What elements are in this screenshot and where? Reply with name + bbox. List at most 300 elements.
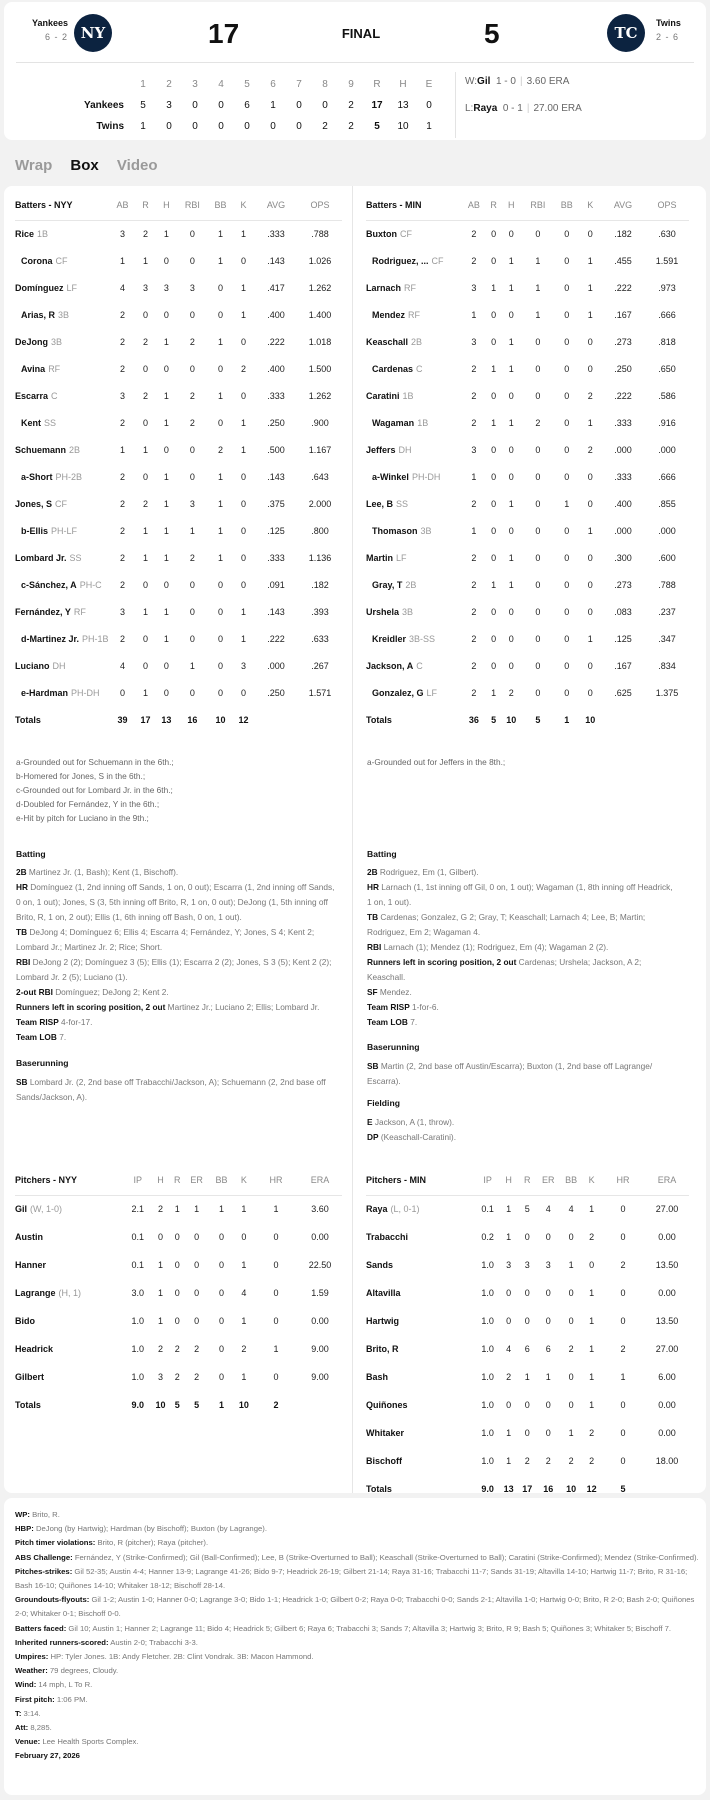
batter-row [366,571,689,598]
stat-note-label: TB [367,912,379,922]
stat-cell: 2 [142,336,148,347]
stat-cell: 0 [535,444,541,455]
column-header[interactable]: K [233,191,254,220]
player-name[interactable]: b-Ellis [21,525,49,536]
stat-cell: 0 [163,444,169,455]
player-name[interactable]: Lee, B [366,498,394,509]
stat-cell: 1 [587,309,593,320]
stat-cell: 0 [535,228,541,239]
player-name[interactable]: a-Winkel [372,471,409,482]
stat-cell: .834 [658,660,676,671]
linescore-cell: 13 [397,100,409,111]
stat-cell: 6 [524,1344,530,1354]
linescore-cell: 0 [192,100,198,111]
stat-cell: 1 [163,228,169,239]
player-name[interactable]: Whitaker [366,1428,405,1438]
column-header[interactable]: ERA [645,1166,689,1195]
stat-cell: 0 [218,1288,224,1298]
stat-cell: 0 [218,606,224,617]
stat-cell: 1 [163,606,169,617]
batter-row [366,544,689,571]
stat-cell: 2 [120,633,126,644]
player-name[interactable]: c-Sánchez, A [21,579,77,590]
stat-cell: 0 [189,606,195,617]
column-header[interactable]: H [501,191,522,220]
column-header[interactable]: BB [208,191,233,220]
stat-cell: 1.0 [481,1372,494,1382]
linescore-cell: 0 [426,100,432,111]
twins-logo-icon: TC [607,14,645,52]
away-team[interactable] [28,18,68,42]
stat-cell: 2 [142,390,148,401]
batting-details-nyy [16,865,336,1045]
column-header[interactable]: K [234,1166,254,1195]
player-position: 1B [37,228,49,239]
player-name[interactable]: Keaschall [366,336,409,347]
stat-cell: 1 [273,1344,279,1354]
player-name[interactable]: Quiñones [366,1400,408,1410]
column-header[interactable]: OPS [645,191,689,220]
pitcher-row [366,1223,689,1251]
stat-cell: 0 [241,498,247,509]
player-position: PH-DH [71,687,100,698]
player-name[interactable]: Bash [366,1372,389,1382]
player-name[interactable]: Bido [15,1316,35,1326]
stat-cell: 1 [158,1260,164,1270]
linescore-header: H [399,79,407,90]
stat-cell: 0.00 [311,1316,329,1326]
stat-cell: 1 [218,336,224,347]
linescore-cell: 0 [166,121,172,132]
player-position: CF [55,255,68,266]
column-header[interactable]: AB [110,191,135,220]
stat-cell: .400 [267,363,285,374]
player-cell [366,1419,476,1447]
stat-cell: 2 [189,552,195,563]
stat-cell: 1.0 [481,1428,494,1438]
player-name[interactable]: a-Short [21,471,53,482]
game-info-label: Umpires: [15,1652,49,1662]
player-cell [366,1391,476,1419]
batter-row [15,571,342,598]
stat-cell: 1 [491,363,497,374]
stat-note [16,925,336,955]
total-cell: 39 [117,714,128,725]
player-cell [15,625,110,652]
stat-cell: 2 [471,390,477,401]
stat-cell: 0 [273,1372,279,1382]
stat-cell: 0 [189,228,195,239]
stat-cell: 2 [508,687,514,698]
total-cell: 16 [543,1484,554,1494]
tab-wrap[interactable]: Wrap [15,157,53,174]
stat-cell: 2 [158,1204,164,1215]
stat-cell: .788 [311,228,329,239]
player-cell [15,436,110,463]
column-header[interactable]: R [487,191,501,220]
player-name[interactable]: Avina [21,363,46,374]
column-header[interactable]: K [580,191,601,220]
total-cell: 10 [566,1484,577,1494]
stat-cell: 0 [241,336,247,347]
stat-note-text: Jackson, A (1, throw). [374,1117,455,1127]
box-score [4,186,706,1493]
stat-cell: 2 [471,498,477,509]
stat-cell: 2 [545,1456,551,1466]
linescore-header: 1 [140,79,146,90]
tab-box[interactable]: Box [70,157,99,174]
pitcher-row [15,1307,342,1335]
away-team-record: 6 - 2 [44,32,68,42]
player-name[interactable]: Sands [366,1260,394,1270]
player-name[interactable]: Rodriguez, ... [372,255,429,266]
player-name[interactable]: Altavilla [366,1288,401,1298]
player-cell [366,598,461,625]
player-cell [366,625,461,652]
stat-cell: .818 [658,336,676,347]
column-header[interactable]: IP [476,1166,499,1195]
batter-row [366,490,689,517]
batter-row [15,517,342,544]
stat-cell: 18.00 [655,1456,679,1466]
stat-cell: 4 [120,660,126,671]
stat-cell: 0 [506,1400,512,1410]
game-info-item [15,1522,701,1536]
player-cell [366,247,461,274]
stat-cell: 1 [491,282,497,293]
stat-cell: 1 [491,417,497,428]
batter-row [366,517,689,544]
stat-cell: 3.0 [131,1288,144,1298]
stat-cell: 1 [163,552,169,563]
stat-cell: 1.026 [308,255,332,266]
player-name[interactable]: Caratini [366,390,400,401]
stat-cell: .630 [658,228,676,239]
player-position: RF [408,309,421,320]
player-name[interactable]: Cardenas [372,363,414,374]
stat-cell: 0 [158,1232,164,1242]
column-header[interactable]: IP [125,1166,150,1195]
player-name[interactable]: Jackson, A [366,660,414,671]
player-name[interactable]: Jeffers [366,444,396,455]
player-name[interactable]: d-Martinez Jr. [21,633,80,644]
column-header[interactable]: HR [601,1166,645,1195]
divider [455,72,456,138]
stat-note-label: TB [16,927,28,937]
stat-cell: 1 [508,336,514,347]
game-info-value: Fernández, Y (Strike-Confirmed); Gil (Ball-Confirmed); Lee, B (Strike-Overturned to Ball); Keaschall (Strike-Overturned to Ball); Caratini (Strike-Confirmed); Mendez (Strike-Confirmed). [74,1552,699,1562]
game-info-value: DeJong (by Hartwig); Hardman (by Bischoff); Buxton (by Lagrange). [35,1524,267,1534]
game-info-item [15,1636,701,1650]
player-name[interactable]: Schuemann [15,444,67,455]
stat-cell: .586 [658,390,676,401]
stat-cell: 1 [241,1316,247,1326]
stat-cell: 2 [568,1456,574,1466]
stat-cell: 2 [587,444,593,455]
column-header[interactable]: ER [537,1166,560,1195]
stat-cell: .500 [267,444,285,455]
column-header[interactable]: R [135,191,156,220]
stat-cell: 2 [120,336,126,347]
stat-cell: 0.00 [658,1288,676,1298]
player-cell [15,517,110,544]
linescore-cell: 1 [270,100,276,111]
stat-cell: 1 [471,525,477,536]
player-name[interactable]: Gil [15,1204,28,1215]
stat-cell: .000 [658,444,676,455]
stat-cell: 0 [620,1316,626,1326]
stat-cell: 1 [163,525,169,536]
home-team[interactable] [656,18,681,42]
stat-note [16,865,336,880]
player-position: RF [48,363,61,374]
game-info-value: Lee Health Sports Complex. [42,1737,139,1747]
player-cell [366,1363,476,1391]
stat-cell: 0 [491,525,497,536]
stat-cell: 1 [194,1204,200,1215]
stat-cell: 0 [508,606,514,617]
stat-cell: 2 [120,552,126,563]
column-header[interactable]: R [171,1166,184,1195]
stat-cell: .633 [311,633,329,644]
player-name[interactable]: Rice [15,228,35,239]
stat-cell: 1 [587,282,593,293]
stat-cell: 0 [587,606,593,617]
player-name[interactable]: Trabacchi [366,1232,409,1242]
stat-cell: .666 [658,309,676,320]
player-name[interactable]: Arias, R [21,309,56,320]
player-cell [366,301,461,328]
player-position: SS [396,498,409,509]
player-name[interactable]: Jones, S [15,498,53,509]
player-position: DH [398,444,412,455]
stat-cell: 0 [535,687,541,698]
stat-note-text: DeJong 4; Domínguez 6; Ellis 4; Escarra 4; Fernández, Y; Jones, S 4; Kent 2; Lombard Jr.; Martinez Jr. 2; Rice; Short. [16,927,315,952]
column-header[interactable]: OPS [298,191,342,220]
player-name[interactable]: Fernández, Y [15,606,71,617]
linescore-header: R [373,79,381,90]
total-cell: 17 [522,1484,533,1494]
player-name[interactable]: Escarra [15,390,49,401]
player-name[interactable]: Urshela [366,606,400,617]
stat-cell: 0 [587,498,593,509]
player-name[interactable]: Gray, T [372,579,403,590]
player-position: 3B [51,336,63,347]
stat-note-text: Larnach (1); Mendez (1); Rodriguez, Em (4); Wagaman 2 (2). [383,942,609,952]
stat-cell: 0 [218,687,224,698]
player-name[interactable]: Larnach [366,282,402,293]
game-info [4,1498,706,1795]
column-header[interactable]: ER [184,1166,209,1195]
player-name[interactable]: Mendez [372,309,406,320]
column-header[interactable]: AVG [601,191,645,220]
stat-cell: 0 [535,390,541,401]
batter-row [366,598,689,625]
stat-cell: 0 [189,687,195,698]
player-cell [366,490,461,517]
column-header[interactable]: AVG [254,191,298,220]
stat-cell: 0 [545,1400,551,1410]
stat-cell: 0 [620,1456,626,1466]
column-header[interactable]: H [156,191,177,220]
column-header[interactable]: ERA [298,1166,342,1195]
pitcher-row [15,1363,342,1391]
batter-row [15,436,342,463]
player-name[interactable]: Gilbert [15,1372,45,1382]
player-position: SS [69,552,82,563]
player-name[interactable]: Headrick [15,1344,54,1354]
linescore-cell: 2 [322,121,328,132]
player-name[interactable]: Buxton [366,228,397,239]
column-header[interactable]: HR [254,1166,298,1195]
player-name[interactable]: Kent [21,417,41,428]
player-cell [15,409,110,436]
stat-cell: .083 [614,606,632,617]
player-cell [15,544,110,571]
home-score: 5 [484,18,500,49]
player-name[interactable]: Corona [21,255,53,266]
column-header[interactable]: K [582,1166,601,1195]
stat-cell: .393 [311,606,329,617]
stat-cell: .167 [614,660,632,671]
linescore-cell: 0 [192,121,198,132]
stat-cell: 0 [564,336,570,347]
stat-cell: 0 [241,687,247,698]
stat-cell: 0 [142,633,148,644]
stat-cell: 0 [535,579,541,590]
game-info-item [15,1693,701,1707]
player-name[interactable]: e-Hardman [21,687,69,698]
stat-cell: 0 [163,579,169,590]
game-info-label: ABS Challenge: [15,1552,73,1562]
player-name[interactable]: Lombard Jr. [15,552,67,563]
player-name[interactable]: Hartwig [366,1316,400,1326]
player-name[interactable]: Gonzalez, G [372,687,424,698]
stat-note [16,955,336,985]
player-name[interactable]: Austin [15,1232,43,1242]
stat-cell: 2 [218,444,224,455]
player-name[interactable]: Thomason [372,525,418,536]
player-name[interactable]: Luciano [15,660,50,671]
player-name[interactable]: Kreidler [372,633,407,644]
total-cell: 9.0 [131,1400,144,1410]
stat-cell: 2 [142,228,148,239]
player-name[interactable]: Raya [366,1204,388,1215]
total-cell: 12 [586,1484,597,1494]
batter-row [15,328,342,355]
stat-cell: 0 [273,1288,279,1298]
stat-cell: 0 [587,363,593,374]
stat-cell: 1 [218,552,224,563]
player-cell [366,1223,476,1251]
column-header[interactable]: H [150,1166,170,1195]
column-header[interactable]: RBI [177,191,208,220]
stat-cell: 0 [564,606,570,617]
player-name[interactable]: Domínguez [15,282,64,293]
column-header[interactable]: BB [209,1166,233,1195]
stat-cell: .222 [614,282,632,293]
stat-cell: 0 [142,363,148,374]
game-info-label: Att: [15,1723,29,1733]
stat-cell: 5 [524,1204,530,1215]
player-name[interactable]: Martin [366,552,393,563]
stat-note-label: Team RISP [367,1002,410,1012]
player-name[interactable]: Lagrange [15,1288,56,1298]
linescore-cell: 1 [426,121,432,132]
stat-cell: 1 [568,1428,574,1438]
stat-cell: 0 [491,552,497,563]
stat-cell: 0 [587,228,593,239]
stat-note [367,1000,677,1015]
stat-cell: 1 [142,552,148,563]
player-name[interactable]: Hanner [15,1260,47,1270]
tab-video[interactable]: Video [116,157,158,174]
player-name[interactable]: Wagaman [372,417,415,428]
table-title: Batters - MIN [366,191,461,220]
stat-cell: 1 [241,1372,247,1382]
player-name[interactable]: Brito, R [366,1344,399,1354]
stat-cell: 2 [587,390,593,401]
stat-cell: 1.0 [481,1400,494,1410]
stat-cell: 1.167 [308,444,332,455]
stat-note-text: Martin (2, 2nd base off Austin/Escarra); Buxton (1, 2nd base off Lagrange/ Escarra). [367,1061,653,1086]
column-header[interactable]: BB [560,1166,582,1195]
total-cell [601,706,645,733]
stat-cell: 1 [508,579,514,590]
stat-cell: 0 [535,660,541,671]
player-position: LF [66,282,78,293]
game-info-label: Groundouts-flyouts: [15,1595,90,1605]
stat-cell: 0 [587,552,593,563]
stat-cell: .222 [614,390,632,401]
stat-cell: 0 [174,1316,180,1326]
player-cell [15,463,110,490]
stat-note [367,1015,677,1030]
player-name[interactable]: DeJong [15,336,49,347]
game-info-list [15,1508,701,1764]
column-header[interactable]: R [518,1166,537,1195]
stat-cell: 0 [273,1232,279,1242]
stat-cell: 0 [568,1288,574,1298]
total-cell: 5 [174,1400,180,1410]
winning-pitcher-name[interactable]: Gil [477,76,491,87]
stat-cell: 0 [524,1316,530,1326]
stat-cell: 0 [218,1232,224,1242]
column-header[interactable]: RBI [522,191,554,220]
stat-cell: 1.0 [481,1344,494,1354]
stat-cell: .625 [614,687,632,698]
batting-heading-nyy: Batting [16,849,46,859]
losing-pitcher-name[interactable]: Raya [473,103,498,114]
table-title: Pitchers - NYY [15,1166,125,1195]
stat-cell: 1 [218,498,224,509]
stat-cell: 3 [163,282,169,293]
stat-cell: 1 [218,390,224,401]
player-name[interactable]: Bischoff [366,1456,402,1466]
stat-cell: 0 [508,390,514,401]
stat-cell: 1 [241,444,247,455]
stat-cell: .417 [267,282,285,293]
stat-cell: .333 [267,552,285,563]
game-info-label: HBP: [15,1524,34,1534]
column-header[interactable]: BB [554,191,580,220]
stat-note-label: 2B [367,867,378,877]
stat-note-label: RBI [16,957,31,967]
column-header[interactable]: AB [461,191,487,220]
stat-cell: 0 [218,282,224,293]
stat-cell: 6.00 [658,1372,676,1382]
column-header[interactable]: H [499,1166,518,1195]
